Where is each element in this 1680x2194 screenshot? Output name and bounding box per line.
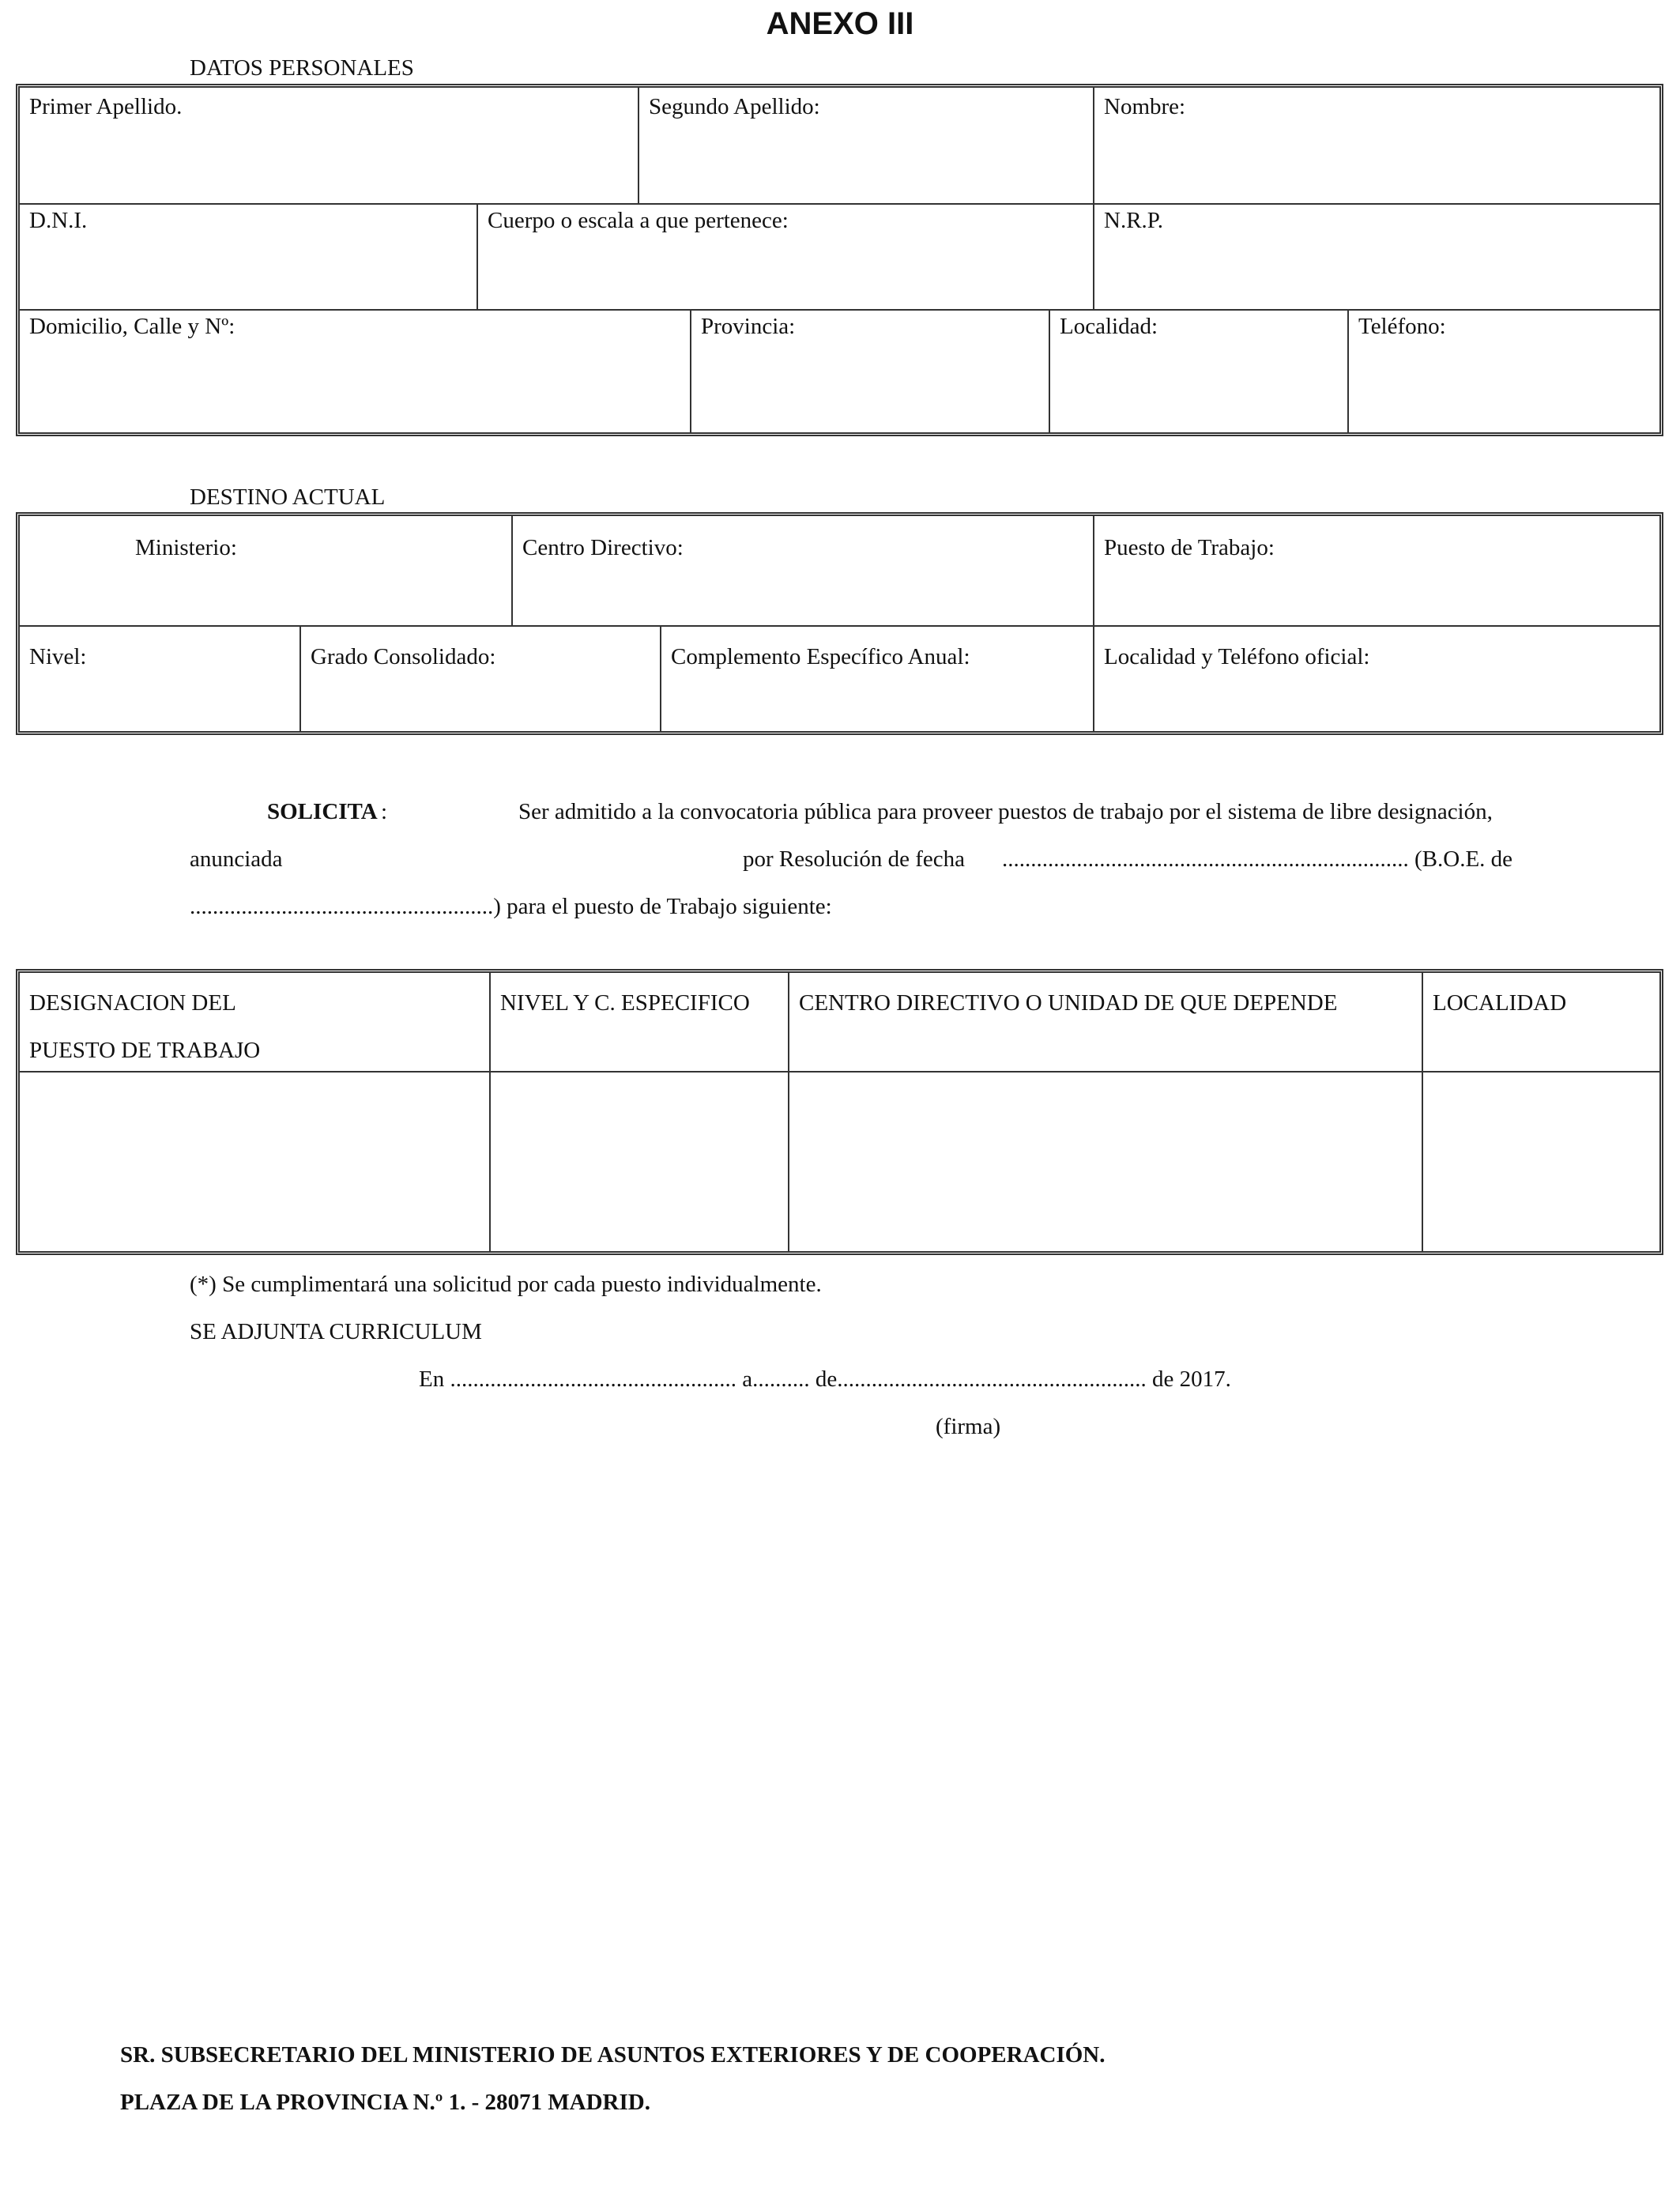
centro-directivo-label: Centro Directivo:	[522, 535, 684, 560]
dni-label: D.N.I.	[29, 208, 88, 233]
localidad-telefono-oficial-label: Localidad y Teléfono oficial:	[1104, 644, 1370, 669]
destino-actual-heading: DESTINO ACTUAL	[190, 484, 386, 510]
note-solicitud: (*) Se cumplimentará una solicitud por cada puesto individualmente.	[190, 1272, 822, 1297]
datos-personales-box	[16, 84, 1663, 436]
footer-addressee: SR. SUBSECRETARIO DEL MINISTERIO DE ASUNTOS EXTERIORES Y DE COOPERACIÓN.	[120, 2042, 1106, 2068]
nrp-label: N.R.P.	[1104, 208, 1163, 233]
nivel-especifico-header: NIVEL Y C. ESPECIFICO	[500, 990, 750, 1016]
designacion-header-line2: PUESTO DE TRABAJO	[29, 1038, 261, 1063]
puesto-trabajo-label: Puesto de Trabajo:	[1104, 535, 1275, 560]
nombre-label: Nombre:	[1104, 94, 1186, 119]
solicita-line3: .....................................................) para el puesto de Trabajo siguiente:	[190, 894, 832, 919]
footer-address: PLAZA DE LA PROVINCIA N.º 1. - 28071 MADRID.	[120, 2090, 650, 2115]
solicita-line2-c: ....................................................................... (B.O.E. de	[1002, 846, 1513, 872]
solicita-line2-a: anunciada	[190, 846, 283, 872]
primer-apellido-label: Primer Apellido.	[29, 94, 183, 119]
centro-directivo-header: CENTRO DIRECTIVO O UNIDAD DE QUE DEPENDE	[799, 990, 1338, 1016]
solicita-line2-b: por Resolución de fecha	[743, 846, 966, 872]
ministerio-label: Ministerio:	[135, 535, 237, 560]
firma-label: (firma)	[936, 1414, 1001, 1439]
designacion-header-line1: DESIGNACION DEL	[29, 990, 236, 1016]
date-line: En .................................................. a.......... de...................................................... de 2017.	[419, 1367, 1231, 1392]
solicita-colon: :	[381, 799, 388, 824]
nivel-label: Nivel:	[29, 644, 87, 669]
note-curriculum: SE ADJUNTA CURRICULUM	[190, 1319, 482, 1344]
localidad-label: Localidad:	[1060, 314, 1158, 339]
destino-actual-box	[16, 512, 1663, 735]
solicita-label: SOLICITA	[267, 799, 378, 824]
localidad-header: LOCALIDAD	[1433, 990, 1567, 1016]
puesto-table	[16, 969, 1663, 1255]
telefono-label: Teléfono:	[1358, 314, 1446, 339]
grado-consolidado-label: Grado Consolidado:	[311, 644, 496, 669]
cuerpo-escala-label: Cuerpo o escala a que pertenece:	[488, 208, 789, 233]
page-title: ANEXO III	[766, 6, 914, 41]
domicilio-label: Domicilio, Calle y Nº:	[29, 314, 235, 339]
solicita-line1: Ser admitido a la convocatoria pública para proveer puestos de trabajo por el sistema de libre designación,	[518, 799, 1493, 824]
datos-personales-heading: DATOS PERSONALES	[190, 55, 414, 81]
provincia-label: Provincia:	[701, 314, 796, 339]
segundo-apellido-label: Segundo Apellido:	[649, 94, 820, 119]
complemento-especifico-label: Complemento Específico Anual:	[671, 644, 970, 669]
